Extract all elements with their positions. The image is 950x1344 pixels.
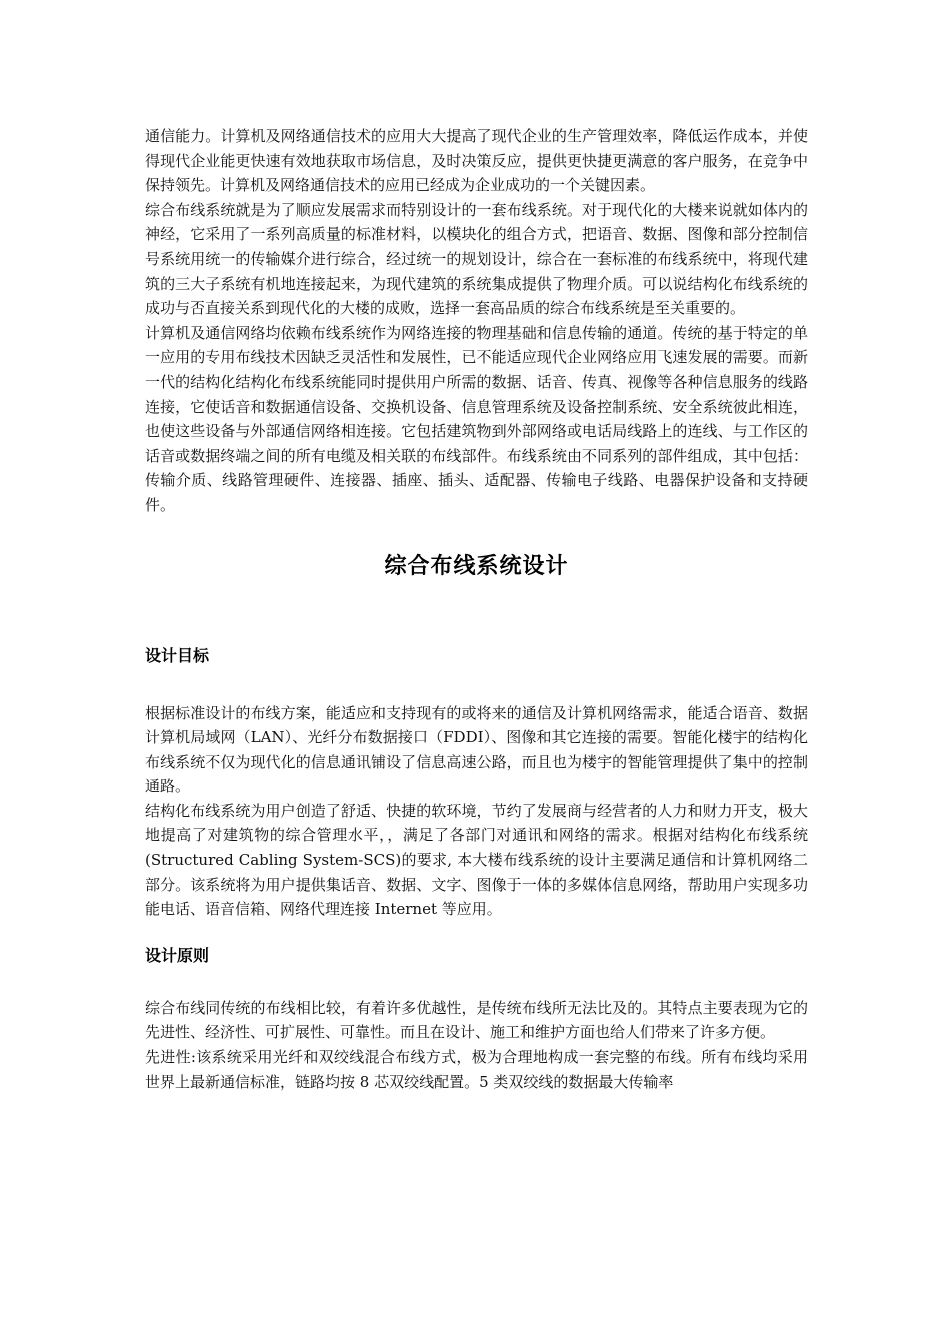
intro-paragraph-1: 通信能力。计算机及网络通信技术的应用大大提高了现代企业的生产管理效率，降低运作成本，并使得现代企业能更快速有效地获取市场信息，及时决策反应，提供更快捷更满意的客户服务，在竞争中保持领先。计算机及网络通信技术的应用已经成为企业成功的一个关键因素。 [145,127,808,195]
document-body [145,124,808,1094]
document-title: 综合布线系统设计 [384,552,569,579]
section-heading-design-principles: 设计原则 [145,945,210,965]
design-goals-paragraph-2: 结构化布线系统为用户创造了舒适、快捷的软环境，节约了发展商与经营者的人力和财力开支，极大地提高了对建筑物的综合管理水平，，满足了各部门对通讯和网络的需求。根据对结构化布线系统(Structured Cabling System-SCS)的要求, 本大楼布线系统的设计主要满足通信和计算机网络二部分。该系统将为用户提供集话音、数据、文字、图像于一体的多媒体信息网络，帮助用户实现多功能电话、语音信箱、网络代理连接 Internet 等应用。 [145,801,808,919]
section-heading-design-goals: 设计目标 [145,645,210,665]
intro-paragraph-3: 计算机及通信网络均依赖布线系统作为网络连接的物理基础和信息传输的通道。传统的基于特定的单一应用的专用布线技术因缺乏灵活性和发展性，已不能适应现代企业网络应用飞速发展的需要。而新一代的结构化结构化布线系统能同时提供用户所需的数据、话音、传真、视像等各种信息服务的线路连接，它使话音和数据通信设备、交换机设备、信息管理系统及设备控制系统、安全系统彼此相连，也使这些设备与外部通信网络相连接。它包括建筑物到外部网络或电话局线路上的连线、与工作区的话音或数据终端之间的所有电缆及相关联的布线部件。布线系统由不同系列的部件组成，其中包括：传输介质、线路管理硬件、连接器、插座、插头、适配器、传输电子线路、电器保护设备和支持硬件。 [145,323,808,514]
design-principles-paragraph-2: 先进性:该系统采用光纤和双绞线混合布线方式，极为合理地构成一套完整的布线。所有布线均采用世界上最新通信标准，链路均按 8 芯双绞线配置。5 类双绞线的数据最大传输率 [145,1048,808,1091]
intro-paragraph-2: 综合布线系统就是为了顺应发展需求而特别设计的一套布线系统。对于现代化的大楼来说就如体内的神经，它采用了一系列高质量的标准材料，以模块化的组合方式，把语音、数据、图像和部分控制信号系统用统一的传输媒介进行综合，经过统一的规划设计，综合在一套标准的布线系统中，将现代建筑的三大子系统有机地连接起来，为现代建筑的系统集成提供了物理介质。可以说结构化布线系统的成功与否直接关系到现代化的大楼的成败，选择一套高品质的综合布线系统是至关重要的。 [145,200,808,318]
design-principles-paragraph-1: 综合布线同传统的布线相比较，有着许多优越性，是传统布线所无法比及的。其特点主要表现为它的先进性、经济性、可扩展性、可靠性。而且在设计、施工和维护方面也给人们带来了许多方便。 [145,998,808,1042]
design-goals-paragraph-1: 根据标准设计的布线方案，能适应和支持现有的或将来的通信及计算机网络需求，能适合语音、数据计算机局域网（LAN）、光纤分布数据接口（FDDI）、图像和其它连接的需要。智能化楼宇的结构化布线系统不仅为现代化的信息通讯铺设了信息高速公路，而且也为楼宇的智能管理提供了集中的控制通路。 [145,703,808,796]
